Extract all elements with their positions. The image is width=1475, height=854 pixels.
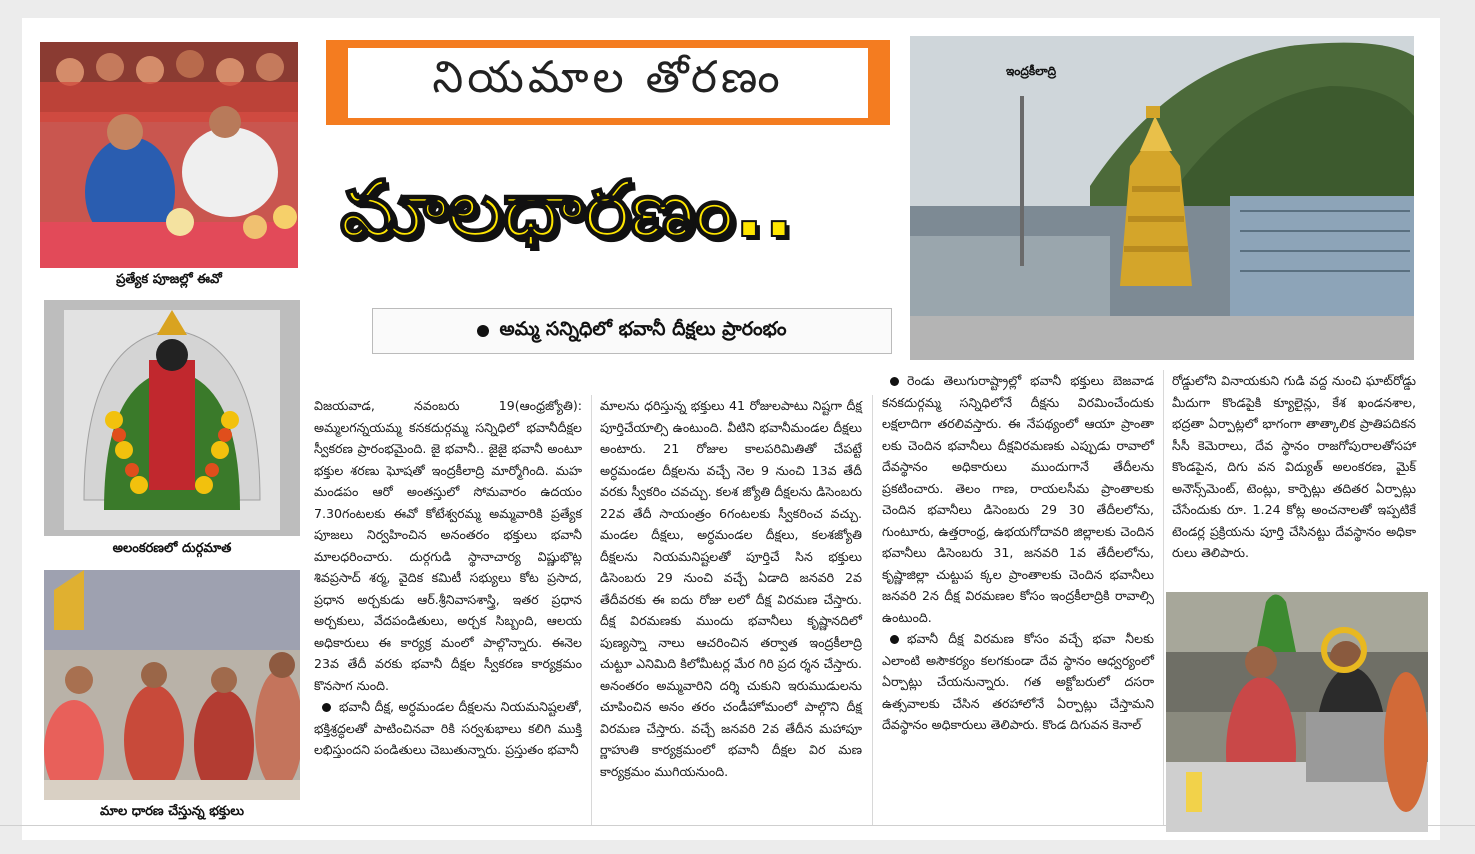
durgamatha-caption: అలంకరణలో దుర్గమాత: [112, 541, 232, 556]
article-paragraph-text: భవానీ దీక్ష విరమణ కోసం వచ్చే భవా నీలకు ఎలాంటి అసౌకర్యం కలగకుండా దేవ స్థానం ఆధ్వర్యంలో ఏర్పాట్లు చేయనున్నారు. గత అక్టోబరులో దసరా ఉత్సవాలకు చేసిన తరహాలోనే ఏర్పాట్లు చేస్తామని దేవస్థానం అధికారులు తెలిపారు. కొండ దిగువన కెనాల్: [882, 631, 1154, 732]
article-paragraph: [882, 370, 1154, 628]
durgamatha-photo-image: [44, 300, 300, 536]
banner-title-box: [326, 40, 890, 125]
article-paragraph: విజయవాడ, నవంబరు 19(ఆంధ్రజ్యోతి): అమ్మలగన్నయమ్మ కనకదుర్గమ్మ సన్నిధిలో భవానీదీక్షల స్వీకరణ ప్రారంభమైంది. జై భవానీ.. జైజై భవానీ అంటూ భక్తుల శరణు ఘోషతో ఇంద్రకీలాద్రి మార్మోగింది. మహ మండపం ఆరో అంతస్తులో సోమవారం ఉదయం 7.30గంటలకు ఈవో కోటేశ్వరమ్మ అమ్మవారికి ప్రత్యేక పూజలు నిర్వహించిన అనంతరం భక్తులు భవానీ మాలధరించారు. దుర్గగుడి స్థానాచార్య విష్ణుభొట్ల శివప్రసాద్ శర్మ, వైదిక కమిటీ సభ్యులు కోట ప్రసాద, ప్రధాన అర్చకుడు ఆర్.శ్రీనివాసశాస్త్రి, ఇతర ప్రధాన అర్చకులు, వేదపండితులు, అర్చక సిబ్బంది, ఆలయ అధికారులు ఈ కార్యక్ర మంలో పాల్గొన్నారు. ఈనెల 23వ తేదీ వరకు భవానీ దీక్షల స్వీకరణ కార్యక్రమం కొనసాగ నుంది.: [314, 398, 582, 693]
article-column-1: [314, 395, 582, 761]
subheadline: [372, 308, 892, 354]
column-divider: [591, 395, 592, 825]
bullet-icon: [322, 703, 331, 712]
bullet-icon: [890, 635, 899, 644]
article-column-2: [600, 395, 862, 782]
article-paragraph-text: భవానీ దీక్ష, అర్ధమండల దీక్షలను నియమనిష్టలతో, భక్తిశ్రద్ధలతో పాటించినవా రికి సర్వశుభాలు కలిగి ముక్తి లభిస్తుందని పండితులు చెబుతున్నారు. ప్రస్తుతం భవానీ: [314, 699, 582, 757]
column-divider: [1163, 370, 1164, 825]
article-paragraph: [882, 628, 1154, 736]
article-column-4: [1172, 370, 1416, 564]
article-paragraph: రోడ్డులోని వినాయకుని గుడి వద్ద నుంచి ఘాట్‌రోడ్డు మీదుగా కొండపైకి క్యూలైన్లు, కేశ ఖండనశాల, భద్రతా ఏర్పాట్లలో భాగంగా తాత్కాలిక ప్రాతిపదికన సీసీ కెమెరాలు, దేవ స్థానం రాజగోపురాలతోసహా కొండపైన, దిగు వన విద్యుత్ అలంకరణ, మైక్ అనౌన్స్‌మెంట్, టెంట్లు, కార్పెట్లు తదితర ఏర్పాట్లు చేసేందుకు రూ. 1.24 కోట్ల అంచనాలతో ఇప్పటికే టెండర్ల ప్రక్రియను పూర్తి చేసినట్టు దేవస్థానం అధికా రులు తెలిపారు.: [1172, 373, 1416, 560]
indrakeeladri-photo-image: [910, 36, 1414, 360]
temple-officials-photo: [1166, 592, 1428, 832]
indrakeeladri-photo: [910, 36, 1414, 360]
indrakeeladri-label: ఇంద్రకీలాద్రి: [1006, 64, 1057, 78]
page-bottom-rule: [0, 825, 1475, 826]
article-paragraph: మాలను ధరిస్తున్న భక్తులు 41 రోజులపాటు నిష్టగా దీక్ష పూర్తిచేయాల్సి ఉంటుంది. వీటిని భవానీమండల దీక్షలు అంటారు. 21 రోజుల కాలపరిమితితో చేపట్టే అర్ధమండల దీక్షలను వచ్చే నెల 9 నుంచి 13వ తేదీ వరకు స్వీకరిం చవచ్చు. కలశ జ్యోతి దీక్షలను డిసెంబరు 22వ తేదీ సాయంత్రం 6గంటలకు స్వీకరించ వచ్చు. మండల దీక్షలు, అర్ధమండల దీక్షలు, కలశజ్యోతి దీక్షలను నియమనిష్టలతో పూర్తిచే సిన భక్తులు డిసెంబరు 29 నుంచి వచ్చే ఏడాది జనవరి 2వ తేదీవరకు ఈ ఐదు రోజు లలో దీక్ష విరమణ చేస్తారు. దీక్ష విరమణకు ముందు భవానీలు కృష్ణానదిలో పుణ్యస్నా నాలు ఆచరించిన తర్వాత ఇంద్రకీలాద్రి చుట్టూ ఎనిమిది కిలోమీటర్ల మేర గిరి ప్రద ర్శన చేస్తారు. అనంతరం అమ్మవారిని దర్శి చుకుని ఇరుముడులను చూపించిన అనం తరం చండీహోమంలో పాల్గొని దీక్ష విరమణ చేస్తారు. వచ్చే జనవరి 2వ తేదీన మహాపూ ర్ణాహుతి కార్యక్రమంలో భవానీ దీక్షల విర మణ కార్యక్రమం ముగియనుంది.: [600, 398, 862, 779]
devotees-maala-photo-image: [44, 570, 300, 800]
article-paragraph-text: రెండు తెలుగురాష్ట్రాల్లో భవానీ భక్తులు బెజవాడ కనకదుర్గమ్మ సన్నిధిలోనే దీక్షను విరమించేందుకు లక్షలాదిగా తరలివస్తారు. ఈ నేపథ్యంలో ఆయా ప్రాంతా లకు చెందిన భవానీలు దీక్షవిరమణకు ఎప్పుడు రావాలో దేవస్థానం అధికారులు ముందుగానే తేదీలను ప్రకటించారు. తెలం గాణ, రాయలసీమ ప్రాంతాలకు చెందిన భవానీలు డిసెంబరు 29 30 తేదీలలోను, గుంటూరు, ఉత్తరాంధ్ర, ఉభయగోదావరి జిల్లాలకు చెందిన భవానీలు డిసెంబరు 31, జనవరి 1వ తేదీలలోను, కృష్ణాజిల్లా చుట్టుప క్కల ప్రాంతాలకు చెందిన భవానీలు జనవరి 2న దీక్ష విరమణల కోసం ఇంద్రకీలాద్రికి రావాల్సి ఉంటుంది.: [882, 373, 1154, 625]
eo-puja-photo-image: [40, 42, 298, 268]
subheadline-text: అమ్మ సన్నిధిలో భవానీ దీక్షలు ప్రారంభం: [499, 317, 787, 340]
article-column-3: [882, 370, 1154, 736]
devotees-maala-photo: [44, 570, 300, 800]
eo-puja-photo: [40, 42, 298, 268]
main-headline: మాలధారణం..: [340, 165, 794, 255]
devotees-maala-caption: మాల ధారణ చేస్తున్న భక్తులు: [100, 804, 244, 819]
temple-officials-photo-image: [1166, 592, 1428, 832]
article-paragraph: [314, 696, 582, 761]
banner-title: నియమాల తోరణం: [348, 48, 868, 118]
bullet-icon: [477, 325, 489, 337]
eo-puja-caption: ప్రత్యేక పూజల్లో ఈవో: [116, 272, 222, 287]
durgamatha-photo: [44, 300, 300, 536]
column-divider: [872, 395, 873, 825]
bullet-icon: [890, 377, 899, 386]
